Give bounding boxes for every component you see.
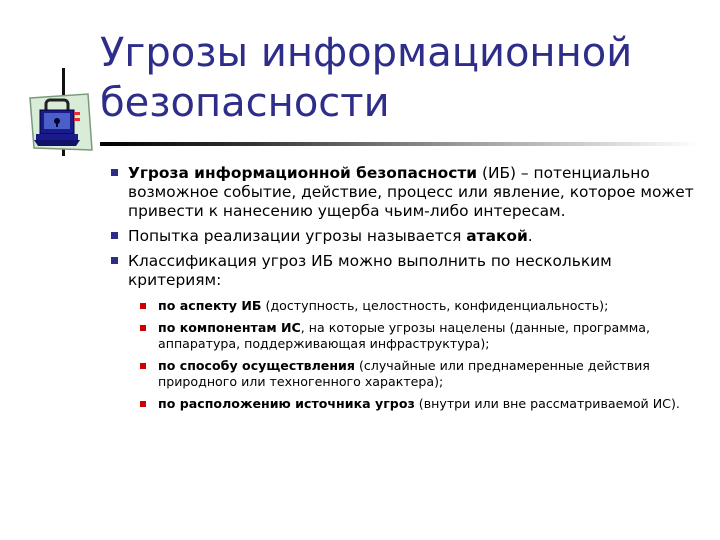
criterion-text: , на которые угрозы нацелены (данные, программа, аппаратура, поддерживающая инфраструктура); xyxy=(158,320,650,351)
criterion-label: по аспекту ИБ xyxy=(158,298,262,313)
classification-text: Классификация угроз ИБ можно выполнить по нескольким критериям: xyxy=(128,252,612,289)
bullet-square-icon xyxy=(140,325,146,331)
bullet-square-icon xyxy=(140,303,146,309)
bullet-square-icon xyxy=(111,257,118,264)
bullet-square-icon xyxy=(140,401,146,407)
bullet-square-icon xyxy=(111,169,118,176)
title-divider xyxy=(100,142,700,146)
bullet-square-icon xyxy=(111,232,118,239)
criterion-label: по компонентам ИС xyxy=(158,320,301,335)
title-line-1: Угрозы информационной xyxy=(100,30,633,76)
criterion-method xyxy=(128,358,706,390)
attack-period: . xyxy=(527,227,533,245)
criterion-text: (доступность, целостность, конфиденциальность); xyxy=(261,298,609,313)
page-title xyxy=(100,28,710,128)
attack-text: Попытка реализации угрозы называется xyxy=(128,227,467,245)
criteria-list xyxy=(128,298,706,412)
criterion-text: (внутри или вне рассматриваемой ИС). xyxy=(414,396,680,411)
criterion-label: по расположению источника угроз xyxy=(158,396,415,411)
bullet-square-icon xyxy=(140,363,146,369)
term-threat: Угроза информационной безопасности xyxy=(128,164,478,182)
title-line-2: безопасности xyxy=(100,80,390,126)
bullet-classification xyxy=(111,252,706,412)
criterion-text: (случайные или преднамеренные действия природного или техногенного характера); xyxy=(158,358,650,389)
bullet-threat-definition xyxy=(111,164,706,221)
computer-lock-icon xyxy=(26,66,96,158)
criterion-label: по способу осуществления xyxy=(158,358,355,373)
threat-definition-text: (ИБ) – потенциально возможное событие, действие, процесс или явление, которое может привести к нанесению ущерба чьим-либо интересам. xyxy=(128,164,694,220)
term-attack: атакой xyxy=(466,227,528,245)
criterion-components xyxy=(128,320,706,352)
slide-content xyxy=(111,164,706,418)
criterion-aspect xyxy=(128,298,706,314)
bullet-attack xyxy=(111,227,706,246)
criterion-source-location xyxy=(128,396,706,412)
